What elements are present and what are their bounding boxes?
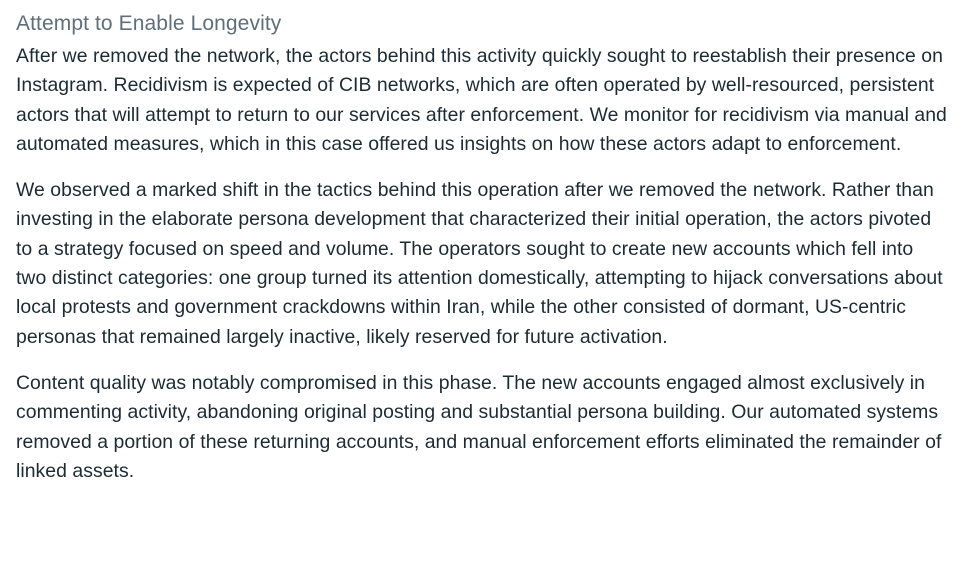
paragraph-tactics-shift: We observed a marked shift in the tactics behind this operation after we removed the network. Rather than investing in the elaborate persona development that characterized their initial operation, the actors pivoted to a strategy focused on speed and volume. The operators sought to create new accounts which fell into two distinct categories: one group turned its attention domestically, attempting to hijack conversations about local protests and government crackdowns within Iran, while the other consisted of dormant, US-centric personas that remained largely inactive, likely reserved for future activation. bbox=[16, 179, 943, 348]
section-heading: Attempt to Enable Longevity bbox=[16, 12, 282, 35]
paragraph-content-quality: Content quality was notably compromised in this phase. The new accounts engaged almost exclusively in commenting activity, abandoning original posting and substantial persona building. Our automated systems removed a portion of these returning accounts, and manual enforcement efforts eliminated the remainder of linked assets. bbox=[16, 371, 942, 482]
paragraph-recidivism: After we removed the network, the actors behind this activity quickly sought to reestablish their presence on Instagram. Recidivism is expected of CIB networks, which are often operated by well-resourced, persistent actors that will attempt to return to our services after enforcement. We monitor for recidivism via manual and automated measures, which in this case offered us insights on how these actors adapt to enforcement. bbox=[16, 45, 947, 155]
